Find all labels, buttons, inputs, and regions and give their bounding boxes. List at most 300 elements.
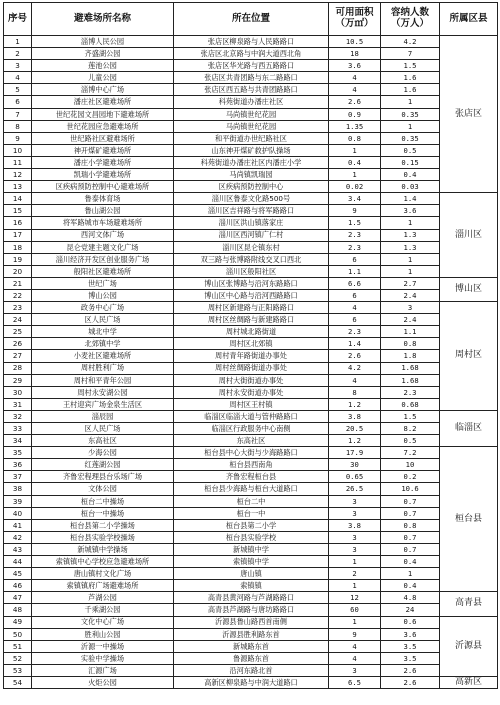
cell-seq: 17 <box>4 229 32 241</box>
table-row <box>4 205 498 217</box>
cell-area: 20.5 <box>329 423 381 435</box>
cell-location: 张店区华光路与西五路路口 <box>174 60 329 72</box>
cell-seq: 26 <box>4 338 32 350</box>
table-row <box>4 495 498 507</box>
cell-name: 潘庄小学避难场所 <box>32 156 174 168</box>
table-row <box>4 72 498 84</box>
cell-capacity: 0.68 <box>381 398 440 410</box>
cell-seq: 10 <box>4 144 32 156</box>
cell-seq: 34 <box>4 435 32 447</box>
cell-seq: 4 <box>4 72 32 84</box>
cell-name: 世纪花园应急避难场所 <box>32 120 174 132</box>
cell-area: 2.3 <box>329 229 381 241</box>
cell-capacity: 0.7 <box>381 531 440 543</box>
cell-area: 0.8 <box>329 132 381 144</box>
table-row <box>4 592 498 604</box>
table-row <box>4 483 498 495</box>
cell-capacity: 7.2 <box>381 447 440 459</box>
cell-capacity: 2.3 <box>381 386 440 398</box>
cell-area: 2.6 <box>329 350 381 362</box>
cell-seq: 29 <box>4 374 32 386</box>
table-row <box>4 169 498 181</box>
cell-location: 新城镇中学 <box>174 543 329 555</box>
cell-capacity: 1 <box>381 217 440 229</box>
cell-area: 3.4 <box>329 193 381 205</box>
cell-capacity: 1 <box>381 96 440 108</box>
header-seq: 序号 <box>4 3 32 36</box>
cell-name: 小麦社区避难场所 <box>32 350 174 362</box>
cell-area: 17.9 <box>329 447 381 459</box>
cell-name: 世纪广场 <box>32 277 174 289</box>
cell-name: 淄辰园 <box>32 410 174 422</box>
cell-area: 2.6 <box>329 96 381 108</box>
cell-district: 周村区 <box>440 302 498 411</box>
document-page <box>3 2 498 689</box>
table-row <box>4 507 498 519</box>
cell-location: 淄川区般阳社区 <box>174 265 329 277</box>
table-row <box>4 459 498 471</box>
cell-name: 周村永安湖公园 <box>32 386 174 398</box>
table-row <box>4 410 498 422</box>
cell-area: 6 <box>329 314 381 326</box>
cell-seq: 11 <box>4 156 32 168</box>
cell-location: 张店区北京路与中润大道西北角 <box>174 48 329 60</box>
cell-location: 博山区中心路与沿河西路路口 <box>174 289 329 301</box>
cell-area: 0.9 <box>329 108 381 120</box>
cell-area: 1.35 <box>329 120 381 132</box>
table-row <box>4 374 498 386</box>
cell-area: 26.5 <box>329 483 381 495</box>
cell-location: 马尚镇凯瑞园 <box>174 169 329 181</box>
cell-location: 区疾病预防控制中心 <box>174 181 329 193</box>
table-row <box>4 338 498 350</box>
table-row <box>4 556 498 568</box>
cell-capacity: 0.2 <box>381 471 440 483</box>
cell-capacity: 0.5 <box>381 144 440 156</box>
cell-seq: 12 <box>4 169 32 181</box>
cell-area: 18 <box>329 48 381 60</box>
cell-location: 高新区柳泉路与中润大道路口 <box>174 676 329 688</box>
cell-capacity: 0.35 <box>381 132 440 144</box>
cell-seq: 48 <box>4 604 32 616</box>
cell-name: 博山公园 <box>32 289 174 301</box>
cell-capacity: 3.5 <box>381 640 440 652</box>
cell-seq: 15 <box>4 205 32 217</box>
cell-capacity: 1.8 <box>381 350 440 362</box>
table-row <box>4 314 498 326</box>
cell-name: 索镇镇中心学校应急避难场所 <box>32 556 174 568</box>
header-location: 所在位置 <box>174 3 329 36</box>
table-row <box>4 652 498 664</box>
cell-location: 桓台县西南角 <box>174 459 329 471</box>
table-row <box>4 265 498 277</box>
cell-capacity: 0.15 <box>381 156 440 168</box>
cell-name: 文化中心广场 <box>32 616 174 628</box>
cell-location: 周村城北路街道 <box>174 326 329 338</box>
cell-name: 世纪花园文昌园地下避难场所 <box>32 108 174 120</box>
table-row <box>4 362 498 374</box>
cell-capacity: 2.7 <box>381 277 440 289</box>
cell-name: 周村胜利广场 <box>32 362 174 374</box>
cell-seq: 53 <box>4 664 32 676</box>
cell-capacity: 3.5 <box>381 652 440 664</box>
cell-location: 桓台二中 <box>174 495 329 507</box>
cell-location: 淄川区吉祥路与将军路路口 <box>174 205 329 217</box>
cell-capacity: 1.4 <box>381 193 440 205</box>
cell-seq: 21 <box>4 277 32 289</box>
cell-name: 儿童公园 <box>32 72 174 84</box>
cell-name: 城北中学 <box>32 326 174 338</box>
table-row <box>4 531 498 543</box>
cell-name: 索镇镇府广场避难场所 <box>32 580 174 592</box>
cell-location: 索镇镇 <box>174 580 329 592</box>
cell-name: 胜利山公园 <box>32 628 174 640</box>
cell-location: 桓台一中 <box>174 507 329 519</box>
cell-location: 双三路与张博路附线交叉口西北 <box>174 253 329 265</box>
cell-area: 6 <box>329 289 381 301</box>
cell-capacity: 1.6 <box>381 84 440 96</box>
cell-capacity: 0.7 <box>381 507 440 519</box>
cell-area: 30 <box>329 459 381 471</box>
table-row <box>4 181 498 193</box>
table-row <box>4 386 498 398</box>
cell-name: 淄川经济开发区创业服务广场 <box>32 253 174 265</box>
cell-capacity: 0.7 <box>381 495 440 507</box>
cell-name: 沂源一中操场 <box>32 640 174 652</box>
cell-location: 高青县黄河路与芦湖路路口 <box>174 592 329 604</box>
cell-name: 实验中学操场 <box>32 652 174 664</box>
cell-location: 科苑街道办潘庄社区内潘庄小学 <box>174 156 329 168</box>
header-area: 可用面积 （万㎡） <box>329 3 381 36</box>
cell-name: 汇源广场 <box>32 664 174 676</box>
table-row <box>4 447 498 459</box>
cell-name: 齐鲁宏程理县台乐场广场 <box>32 471 174 483</box>
cell-location: 桓台县少海路与桓台大道路口 <box>174 483 329 495</box>
cell-location: 周村区王村镇 <box>174 398 329 410</box>
cell-location: 沂源县胜利路东首 <box>174 628 329 640</box>
cell-location: 齐鲁宏程桓台县 <box>174 471 329 483</box>
table-row <box>4 144 498 156</box>
cell-seq: 47 <box>4 592 32 604</box>
cell-name: 莲池公园 <box>32 60 174 72</box>
cell-capacity: 2.6 <box>381 664 440 676</box>
cell-name: 般阳社区避难场所 <box>32 265 174 277</box>
table-row <box>4 48 498 60</box>
cell-name: 桓台县实验学校操场 <box>32 531 174 543</box>
cell-capacity: 1 <box>381 253 440 265</box>
cell-location: 淄川区洪山镇落家庄 <box>174 217 329 229</box>
cell-seq: 54 <box>4 676 32 688</box>
cell-seq: 8 <box>4 120 32 132</box>
header-name: 避难场所名称 <box>32 3 174 36</box>
cell-area: 60 <box>329 604 381 616</box>
cell-seq: 50 <box>4 628 32 640</box>
cell-district: 桓台县 <box>440 447 498 592</box>
cell-location: 临淄区行政服务中心南侧 <box>174 423 329 435</box>
cell-seq: 24 <box>4 314 32 326</box>
cell-location: 东高社区 <box>174 435 329 447</box>
cell-name: 政务中心广场 <box>32 302 174 314</box>
cell-area: 4 <box>329 72 381 84</box>
table-row <box>4 36 498 48</box>
table-body <box>4 36 498 689</box>
cell-area: 1.2 <box>329 398 381 410</box>
cell-location: 桓台县第二小学 <box>174 519 329 531</box>
cell-district: 高青县 <box>440 592 498 616</box>
cell-name: 红莲湖公园 <box>32 459 174 471</box>
cell-capacity: 3.6 <box>381 205 440 217</box>
table-row <box>4 289 498 301</box>
cell-seq: 43 <box>4 543 32 555</box>
cell-area: 6.5 <box>329 676 381 688</box>
cell-seq: 42 <box>4 531 32 543</box>
cell-area: 3.8 <box>329 519 381 531</box>
cell-name: 周村和平青年公园 <box>32 374 174 386</box>
cell-name: 淄博人民公园 <box>32 36 174 48</box>
table-row <box>4 253 498 265</box>
table-row <box>4 132 498 144</box>
cell-area: 0.65 <box>329 471 381 483</box>
cell-capacity: 0.8 <box>381 519 440 531</box>
cell-area: 1 <box>329 169 381 181</box>
cell-capacity: 1.68 <box>381 374 440 386</box>
cell-area: 1.2 <box>329 435 381 447</box>
cell-capacity: 3.6 <box>381 628 440 640</box>
cell-location: 和平街道办世纪路社区 <box>174 132 329 144</box>
cell-name: 西河文体广场 <box>32 229 174 241</box>
cell-seq: 25 <box>4 326 32 338</box>
cell-district: 沂源县 <box>440 616 498 676</box>
cell-capacity: 0.6 <box>381 616 440 628</box>
table-row <box>4 664 498 676</box>
table-row <box>4 241 498 253</box>
cell-location: 张店区柳泉路与人民路路口 <box>174 36 329 48</box>
cell-seq: 9 <box>4 132 32 144</box>
cell-location: 博山区张博路与沿河东路路口 <box>174 277 329 289</box>
cell-location: 唐山镇 <box>174 568 329 580</box>
cell-area: 4.2 <box>329 362 381 374</box>
cell-area: 4 <box>329 302 381 314</box>
cell-location: 马尚镇世纪花园 <box>174 108 329 120</box>
cell-area: 3 <box>329 495 381 507</box>
table-row <box>4 217 498 229</box>
cell-seq: 37 <box>4 471 32 483</box>
cell-capacity: 2.4 <box>381 314 440 326</box>
cell-location: 沂源县鲁山路西首南侧 <box>174 616 329 628</box>
table-row <box>4 616 498 628</box>
cell-area: 2.3 <box>329 241 381 253</box>
cell-location: 周村区新建路与正阳路路口 <box>174 302 329 314</box>
cell-area: 3 <box>329 543 381 555</box>
cell-area: 0.02 <box>329 181 381 193</box>
cell-seq: 20 <box>4 265 32 277</box>
cell-capacity: 1.6 <box>381 72 440 84</box>
cell-capacity: 1 <box>381 120 440 132</box>
cell-capacity: 0.4 <box>381 169 440 181</box>
table-row <box>4 628 498 640</box>
cell-seq: 3 <box>4 60 32 72</box>
cell-capacity: 1 <box>381 568 440 580</box>
cell-area: 1.4 <box>329 338 381 350</box>
cell-seq: 27 <box>4 350 32 362</box>
cell-seq: 46 <box>4 580 32 592</box>
cell-seq: 36 <box>4 459 32 471</box>
cell-name: 世纪路社区避难场所 <box>32 132 174 144</box>
cell-name: 区人民广场 <box>32 314 174 326</box>
cell-area: 3 <box>329 664 381 676</box>
cell-location: 索镇镇中学 <box>174 556 329 568</box>
cell-district: 临淄区 <box>440 410 498 446</box>
cell-location: 新城路东首 <box>174 640 329 652</box>
table-row <box>4 120 498 132</box>
table-row <box>4 604 498 616</box>
cell-area: 9 <box>329 628 381 640</box>
cell-capacity: 2.4 <box>381 289 440 301</box>
cell-district: 高新区 <box>440 676 498 688</box>
cell-capacity: 10 <box>381 459 440 471</box>
table-row <box>4 423 498 435</box>
cell-name: 潘庄社区避难场所 <box>32 96 174 108</box>
cell-seq: 31 <box>4 398 32 410</box>
cell-area: 3 <box>329 531 381 543</box>
cell-name: 鲁泰体育场 <box>32 193 174 205</box>
cell-area: 4 <box>329 84 381 96</box>
cell-seq: 18 <box>4 241 32 253</box>
cell-name: 神开煤矿避难场所 <box>32 144 174 156</box>
cell-seq: 6 <box>4 96 32 108</box>
table-row <box>4 84 498 96</box>
table-row <box>4 519 498 531</box>
table-row <box>4 229 498 241</box>
cell-location: 周村区丝绸路与新建路路口 <box>174 314 329 326</box>
cell-location: 科苑街道办潘庄社区 <box>174 96 329 108</box>
cell-seq: 28 <box>4 362 32 374</box>
cell-capacity: 0.35 <box>381 108 440 120</box>
cell-location: 高青县芦湖路与唐坊路路口 <box>174 604 329 616</box>
cell-capacity: 4.8 <box>381 592 440 604</box>
table-row <box>4 108 498 120</box>
cell-name: 淄博中心广场 <box>32 84 174 96</box>
cell-area: 12 <box>329 592 381 604</box>
cell-area: 10.5 <box>329 36 381 48</box>
shelter-table <box>3 2 498 689</box>
cell-area: 1 <box>329 556 381 568</box>
header-capacity: 容纳人数 （万人） <box>381 3 440 36</box>
cell-name: 芦湖公园 <box>32 592 174 604</box>
cell-location: 张店区共青团路与东二路路口 <box>174 72 329 84</box>
cell-location: 淄川区西河镇广仁村 <box>174 229 329 241</box>
table-row <box>4 640 498 652</box>
cell-name: 唐山镇村文化广场 <box>32 568 174 580</box>
cell-capacity: 24 <box>381 604 440 616</box>
cell-name: 王村迎宾广场金泉生活区 <box>32 398 174 410</box>
cell-area: 6.6 <box>329 277 381 289</box>
cell-area: 1.1 <box>329 265 381 277</box>
cell-capacity: 1.3 <box>381 229 440 241</box>
cell-seq: 39 <box>4 495 32 507</box>
table-row <box>4 60 498 72</box>
cell-name: 昆仑党建主题文化广场 <box>32 241 174 253</box>
cell-seq: 52 <box>4 652 32 664</box>
cell-capacity: 3 <box>381 302 440 314</box>
cell-seq: 23 <box>4 302 32 314</box>
cell-capacity: 4.2 <box>381 36 440 48</box>
cell-name: 文体公园 <box>32 483 174 495</box>
cell-area: 2 <box>329 568 381 580</box>
cell-capacity: 1.5 <box>381 60 440 72</box>
cell-seq: 51 <box>4 640 32 652</box>
table-row <box>4 350 498 362</box>
cell-seq: 14 <box>4 193 32 205</box>
cell-name: 桓台二中操场 <box>32 495 174 507</box>
table-row <box>4 543 498 555</box>
cell-seq: 38 <box>4 483 32 495</box>
cell-seq: 32 <box>4 410 32 422</box>
cell-district: 博山区 <box>440 277 498 301</box>
cell-area: 1 <box>329 616 381 628</box>
cell-location: 沿河东路北首 <box>174 664 329 676</box>
cell-seq: 7 <box>4 108 32 120</box>
cell-capacity: 8.2 <box>381 423 440 435</box>
cell-location: 周村大街街道办事处 <box>174 374 329 386</box>
cell-area: 4 <box>329 640 381 652</box>
cell-capacity: 1 <box>381 265 440 277</box>
cell-area: 0.4 <box>329 156 381 168</box>
cell-area: 1 <box>329 580 381 592</box>
cell-capacity: 0.5 <box>381 435 440 447</box>
cell-seq: 49 <box>4 616 32 628</box>
cell-location: 临淄区临淄大道与管仲路路口 <box>174 410 329 422</box>
cell-location: 淄川区鲁泰文化路500号 <box>174 193 329 205</box>
cell-area: 2.3 <box>329 326 381 338</box>
cell-area: 4 <box>329 652 381 664</box>
cell-capacity: 1.68 <box>381 362 440 374</box>
cell-seq: 22 <box>4 289 32 301</box>
cell-seq: 19 <box>4 253 32 265</box>
cell-seq: 16 <box>4 217 32 229</box>
cell-name: 火炬公园 <box>32 676 174 688</box>
cell-location: 周村丝绸路街道办事处 <box>174 362 329 374</box>
cell-name: 新城镇中学操场 <box>32 543 174 555</box>
table-row <box>4 326 498 338</box>
cell-district: 淄川区 <box>440 193 498 278</box>
cell-area: 8 <box>329 386 381 398</box>
header-district: 所属区县 <box>440 3 498 36</box>
cell-location: 山东神开煤矿救护队操场 <box>174 144 329 156</box>
cell-seq: 5 <box>4 84 32 96</box>
cell-name: 鲁山湖公园 <box>32 205 174 217</box>
table-row <box>4 193 498 205</box>
cell-seq: 1 <box>4 36 32 48</box>
table-row <box>4 96 498 108</box>
cell-area: 1 <box>329 144 381 156</box>
cell-name: 齐盛湖公园 <box>32 48 174 60</box>
cell-seq: 33 <box>4 423 32 435</box>
table-header <box>4 3 498 36</box>
cell-name: 桓台县第二小学操场 <box>32 519 174 531</box>
cell-name: 北郊镇中学 <box>32 338 174 350</box>
cell-capacity: 0.8 <box>381 338 440 350</box>
cell-area: 3.6 <box>329 60 381 72</box>
cell-capacity: 1.5 <box>381 410 440 422</box>
cell-capacity: 0.7 <box>381 543 440 555</box>
cell-capacity: 0.4 <box>381 580 440 592</box>
cell-name: 少海公园 <box>32 447 174 459</box>
cell-seq: 40 <box>4 507 32 519</box>
table-row <box>4 156 498 168</box>
cell-seq: 13 <box>4 181 32 193</box>
cell-capacity: 0.4 <box>381 556 440 568</box>
